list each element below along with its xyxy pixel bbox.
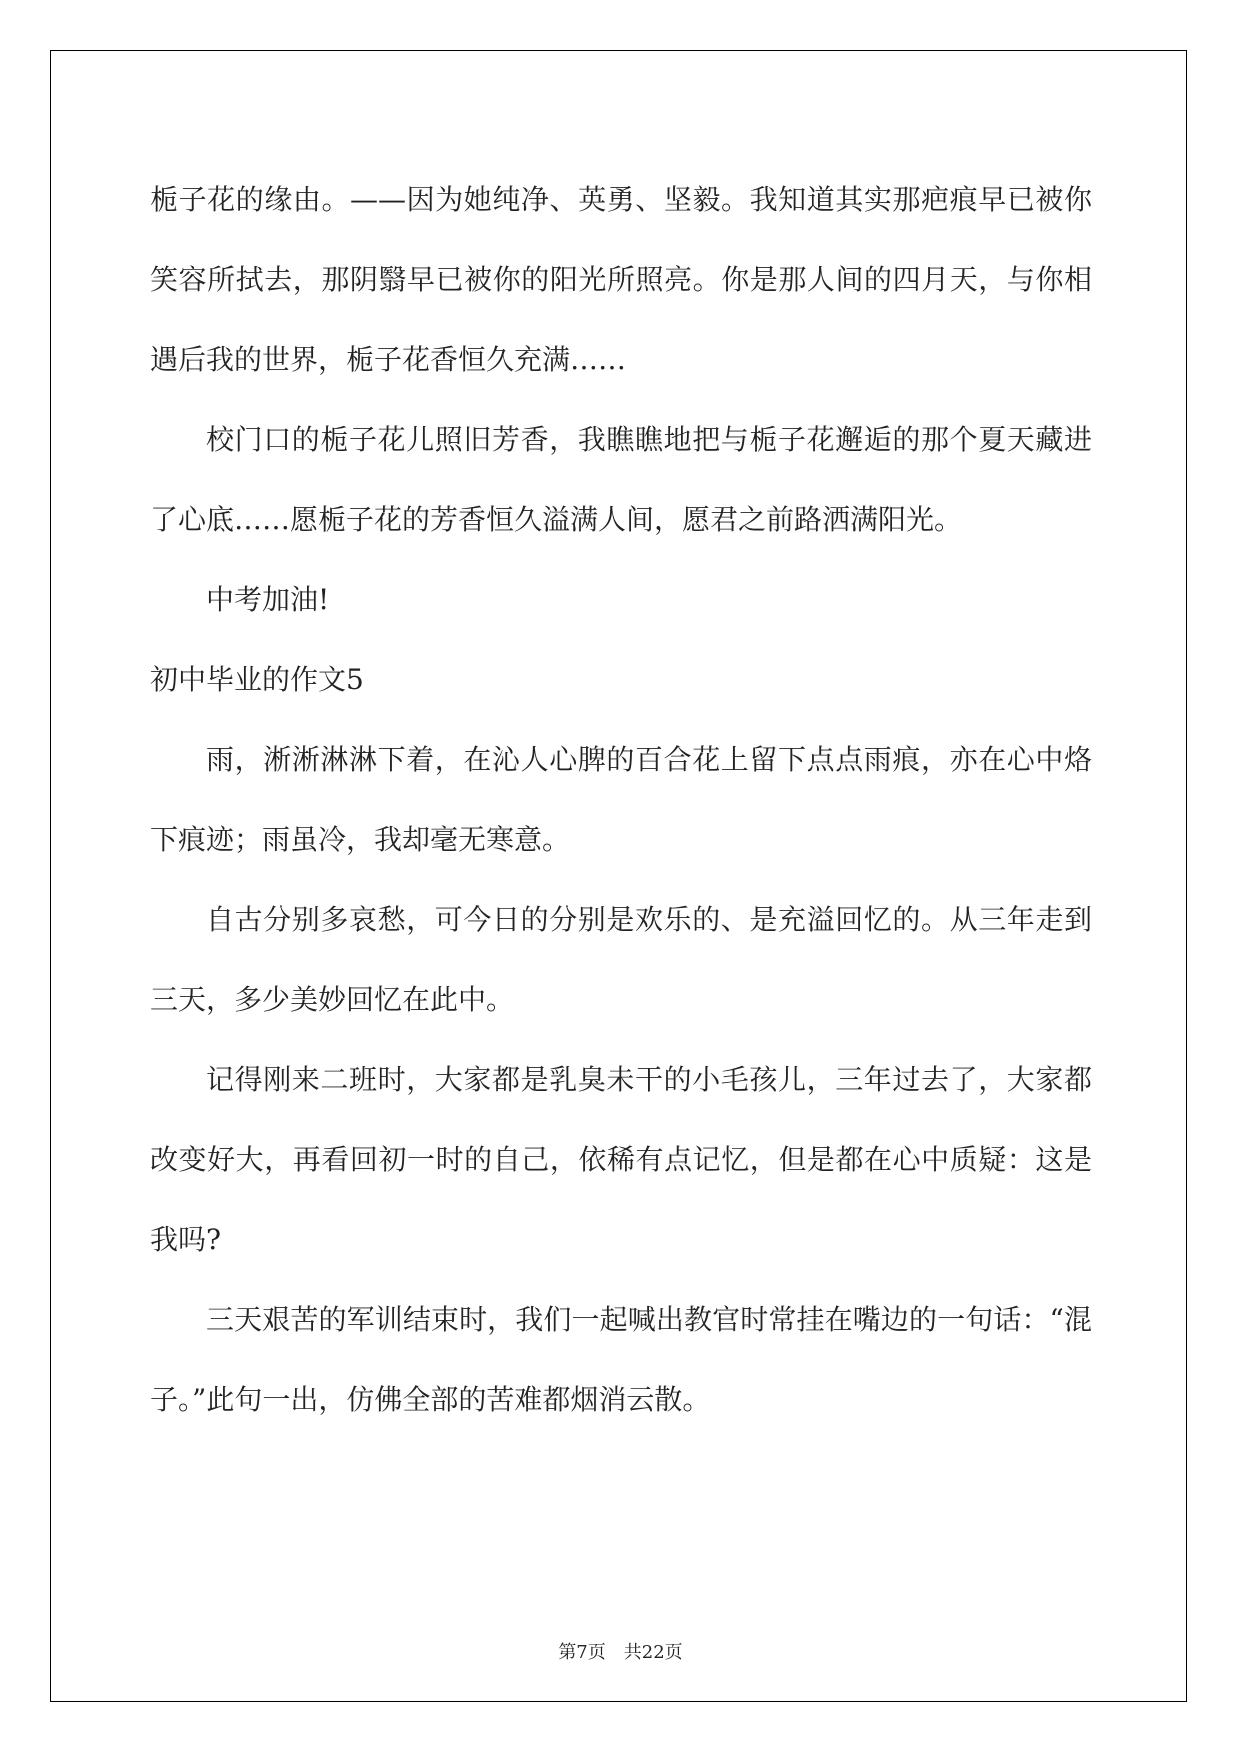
paragraph: 栀子花的缘由。——因为她纯净、英勇、坚毅。我知道其实那疤痕早已被你笑容所拭去，那阴翳早已被你的阳光所照亮。你是那人间的四月天，与你相遇后我的世界，栀子花香恒久充满…… bbox=[150, 183, 1092, 376]
paragraph: 雨，淅淅淋淋下着，在沁人心脾的百合花上留下点点雨痕，亦在心中烙下痕迹；雨虽冷，我却毫无寒意。 bbox=[150, 743, 1092, 856]
paragraph: 校门口的栀子花儿照旧芳香，我瞧瞧地把与栀子花邂逅的那个夏天藏进了心底……愿栀子花的芳香恒久溢满人间，愿君之前路洒满阳光。 bbox=[150, 423, 1092, 536]
section-heading: 初中毕业的作文5 bbox=[150, 663, 364, 696]
page-number: 第7页 共22页 bbox=[558, 1642, 683, 1663]
paragraph: 记得刚来二班时，大家都是乳臭未干的小毛孩儿，三年过去了，大家都改变好大，再看回初一时的自己，依稀有点记忆，但是都在心中质疑：这是我吗? bbox=[150, 1063, 1092, 1256]
paragraph: 三天艰苦的军训结束时，我们一起喊出教官时常挂在嘴边的一句话：“混子。”此句一出，仿佛全部的苦难都烟消云散。 bbox=[150, 1303, 1092, 1416]
document-body bbox=[150, 160, 1092, 1440]
paragraph: 自古分别多哀愁，可今日的分别是欢乐的、是充溢回忆的。从三年走到三天，多少美妙回忆在此中。 bbox=[150, 903, 1092, 1016]
paragraph: 中考加油! bbox=[206, 583, 330, 616]
